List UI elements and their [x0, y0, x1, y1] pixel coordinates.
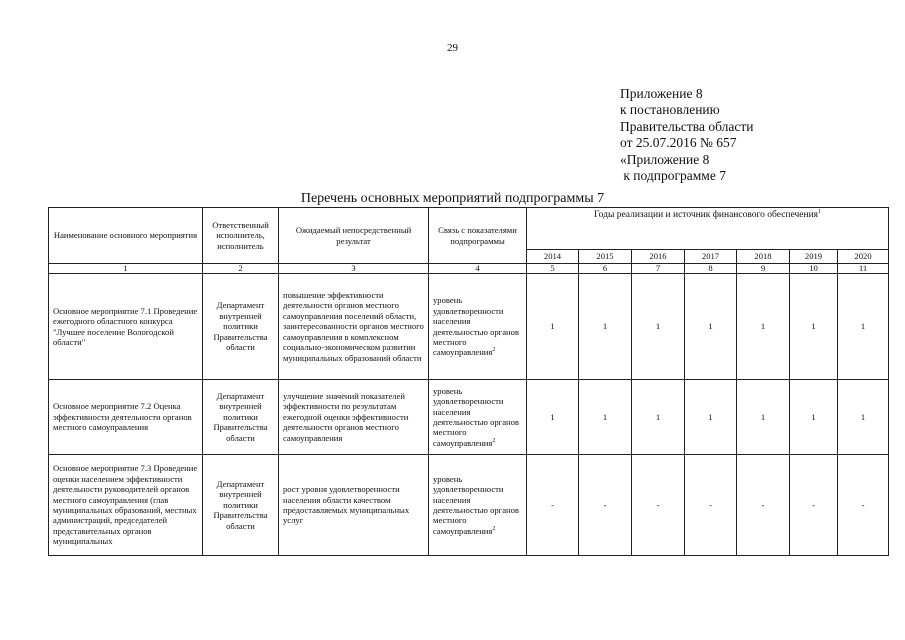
year-value: -	[685, 455, 737, 556]
header-year: 2017	[685, 250, 737, 264]
column-number: 5	[527, 264, 579, 274]
measure-executor: Департамент внутренней политики Правительства области	[203, 274, 279, 380]
measure-link-text: уровень удовлетворенности населения деятельностью органов местного самоуправления	[433, 473, 519, 536]
footnote-mark: 2	[492, 437, 496, 444]
year-value: 1	[632, 274, 685, 380]
measure-executor: Департамент внутренней политики Правительства области	[203, 380, 279, 455]
measure-link-text: уровень удовлетворенности населения деятельностью органов местного самоуправления	[433, 295, 519, 358]
year-value: 1	[685, 274, 737, 380]
year-value: 1	[838, 380, 889, 455]
appendix-line: Приложение 8	[620, 86, 703, 101]
header-year: 2020	[838, 250, 889, 264]
year-value: -	[632, 455, 685, 556]
measure-link-text: уровень удовлетворенности населения деятельностью органов местного самоуправления	[433, 385, 519, 448]
year-value: 1	[527, 380, 579, 455]
year-value: 1	[737, 274, 790, 380]
column-number: 10	[790, 264, 838, 274]
measure-name: Основное мероприятие 7.3 Проведение оценки населением эффективности деятельности руководителей органов местного самоуправления (глав муниципальных образований, местных администраций, председателей представительных органов муниципальных	[49, 455, 203, 556]
footnote-mark: 2	[492, 347, 496, 354]
year-value: 1	[579, 380, 632, 455]
column-number: 7	[632, 264, 685, 274]
column-number: 2	[203, 264, 279, 274]
year-value: 1	[579, 274, 632, 380]
year-value: 1	[790, 274, 838, 380]
column-number: 8	[685, 264, 737, 274]
header-year: 2018	[737, 250, 790, 264]
year-value: -	[737, 455, 790, 556]
header-years-group-label: Годы реализации и источник финансового обеспечения	[594, 210, 819, 220]
year-value: 1	[685, 380, 737, 455]
year-value: -	[790, 455, 838, 556]
measures-table	[48, 207, 889, 556]
table-row	[49, 274, 889, 380]
page-number: 29	[447, 42, 458, 54]
appendix-line: к подпрограмме 7	[620, 168, 726, 184]
header-year: 2014	[527, 250, 579, 264]
year-value: -	[838, 455, 889, 556]
year-value: 1	[737, 380, 790, 455]
header-name: Наименование основного мероприятия	[49, 208, 203, 264]
header-executor: Ответственный исполнитель, исполнитель	[203, 208, 279, 264]
year-value: 1	[838, 274, 889, 380]
measure-result: рост уровня удовлетворенности населения области качеством предоставляемых муниципальных услуг	[279, 455, 429, 556]
column-number: 9	[737, 264, 790, 274]
measure-link	[429, 455, 527, 556]
appendix-line: Правительства области	[620, 118, 754, 134]
measure-link	[429, 274, 527, 380]
header-year: 2019	[790, 250, 838, 264]
year-value: -	[527, 455, 579, 556]
header-year: 2015	[579, 250, 632, 264]
year-value: -	[579, 455, 632, 556]
measure-name: Основное мероприятие 7.1 Проведение ежегодного областного конкурса "Лучшее поселение Вологодской области"	[49, 274, 203, 380]
year-value: 1	[790, 380, 838, 455]
measure-result: повышение эффективности деятельности органов местного самоуправления поселений области, заинтересованности органов местного самоуправления в комплексном социально-экономическом развитии муниципальных образований области	[279, 274, 429, 380]
column-number: 6	[579, 264, 632, 274]
footnote-mark: 1	[818, 208, 822, 215]
table-row	[49, 455, 889, 556]
year-value: 1	[632, 380, 685, 455]
appendix-line: от 25.07.2016 № 657	[620, 135, 737, 151]
column-number: 3	[279, 264, 429, 274]
measure-name: Основное мероприятие 7.2 Оценка эффективности деятельности органов местного самоуправления	[49, 380, 203, 455]
column-number: 11	[838, 264, 889, 274]
measure-executor: Департамент внутренней политики Правительства области	[203, 455, 279, 556]
document-title: Перечень основных мероприятий подпрограммы 7	[300, 191, 605, 206]
footnote-mark: 2	[492, 525, 496, 532]
header-link: Связь с показателями подпрограммы	[429, 208, 527, 264]
column-number: 4	[429, 264, 527, 274]
measure-result: улучшение значений показателей эффективности по результатам ежегодной оценки эффективности деятельности органов местного самоуправления	[279, 380, 429, 455]
appendix-line: «Приложение 8	[620, 151, 710, 167]
measure-link	[429, 380, 527, 455]
appendix-line: к постановлению	[620, 102, 720, 118]
appendix-note	[620, 86, 753, 184]
year-value: 1	[527, 274, 579, 380]
table-row	[49, 380, 889, 455]
header-result: Ожидаемый непосредственный результат	[279, 208, 429, 264]
header-year: 2016	[632, 250, 685, 264]
column-number: 1	[49, 264, 203, 274]
header-years-group	[527, 208, 889, 250]
